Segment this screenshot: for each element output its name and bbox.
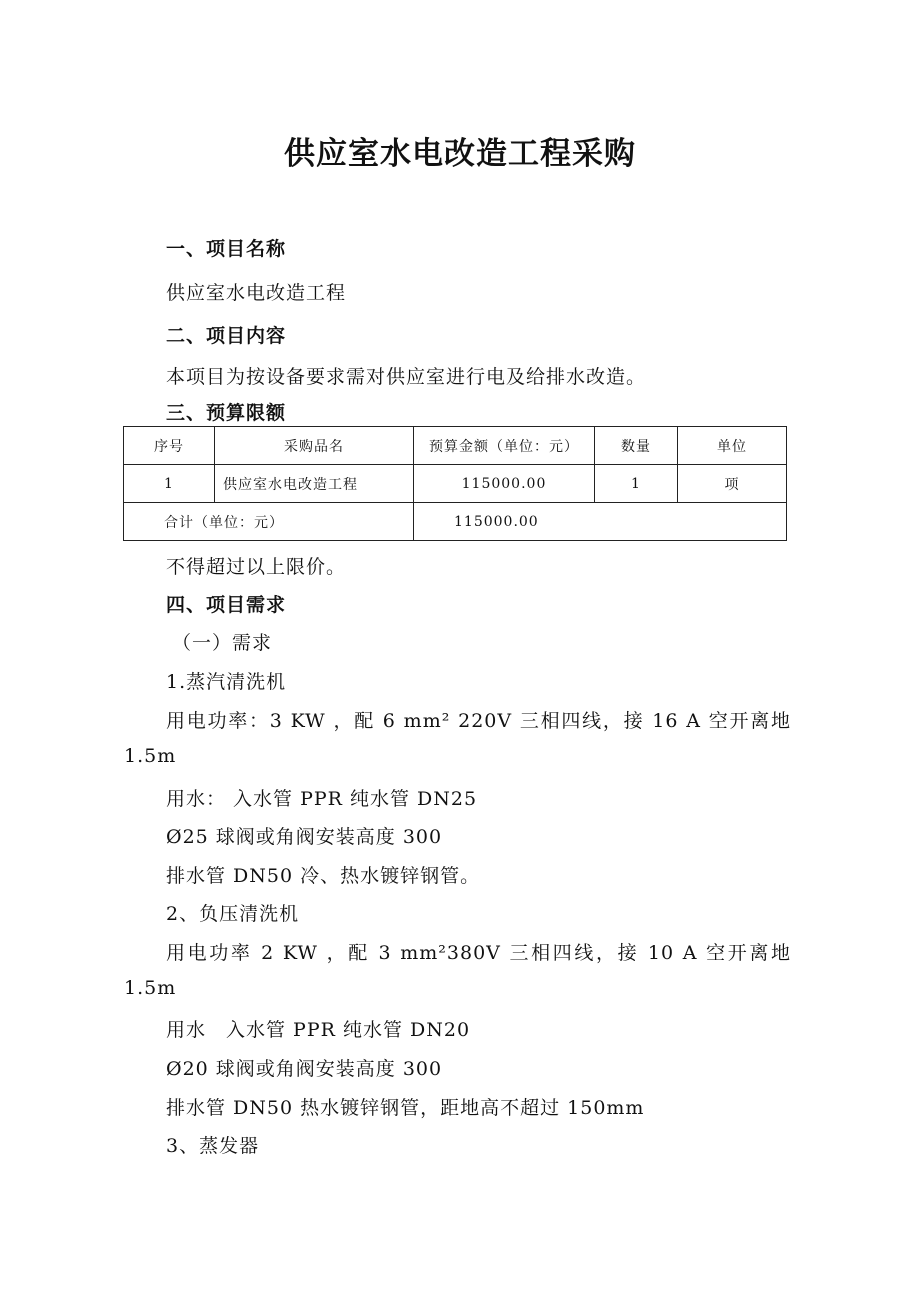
total-value: 115000.00 xyxy=(414,503,787,541)
cell-index: 1 xyxy=(124,465,215,503)
section-heading-budget: 三、预算限额 xyxy=(166,402,287,424)
project-name-text: 供应室水电改造工程 xyxy=(166,282,347,304)
cell-item-name: 供应室水电改造工程 xyxy=(215,465,414,503)
item2-valve: Ø20 球阀或角阀安装高度 300 xyxy=(166,1058,443,1080)
document-title: 供应室水电改造工程采购 xyxy=(284,136,636,172)
table-total-row xyxy=(124,503,787,541)
header-budget-amount: 预算金额（单位：元） xyxy=(414,427,595,465)
item3-title: 3、蒸发器 xyxy=(166,1135,260,1157)
item2-title: 2、负压清洗机 xyxy=(166,903,300,925)
section-heading-project-content: 二、项目内容 xyxy=(166,325,287,347)
total-label: 合计（单位：元） xyxy=(124,503,414,541)
header-index: 序号 xyxy=(124,427,215,465)
item1-valve: Ø25 球阀或角阀安装高度 300 xyxy=(166,826,443,848)
budget-note: 不得超过以上限价。 xyxy=(166,556,347,578)
item1-power-line1: 用电功率：3 KW ，配 6 mm² 220V 三相四线，接 16 A 空开离地 xyxy=(166,710,791,732)
requirements-subheading: （一）需求 xyxy=(172,632,273,654)
header-quantity: 数量 xyxy=(595,427,678,465)
section-heading-project-name: 一、项目名称 xyxy=(166,238,287,260)
header-unit: 单位 xyxy=(678,427,787,465)
item2-water: 用水 入水管 PPR 纯水管 DN20 xyxy=(166,1019,471,1041)
cell-unit: 项 xyxy=(678,465,787,503)
cell-budget-amount: 115000.00 xyxy=(414,465,595,503)
table-header-row xyxy=(124,427,787,465)
item2-drain: 排水管 DN50 热水镀锌钢管，距地高不超过 150mm xyxy=(166,1097,645,1119)
item2-power-line1: 用电功率 2 KW ，配 3 mm²380V 三相四线，接 10 A 空开离地 xyxy=(166,942,791,964)
item1-drain: 排水管 DN50 冷、热水镀锌钢管。 xyxy=(166,865,481,887)
item2-power-line2: 1.5m xyxy=(124,977,177,999)
cell-quantity: 1 xyxy=(595,465,678,503)
budget-table xyxy=(123,426,787,541)
project-content-text: 本项目为按设备要求需对供应室进行电及给排水改造。 xyxy=(166,366,647,388)
item1-water: 用水： 入水管 PPR 纯水管 DN25 xyxy=(166,788,478,810)
section-heading-requirements: 四、项目需求 xyxy=(166,594,287,616)
item1-power-line2: 1.5m xyxy=(124,745,177,767)
header-item-name: 采购品名 xyxy=(215,427,414,465)
table-row xyxy=(124,465,787,503)
item1-title: 1.蒸汽清洗机 xyxy=(166,671,287,693)
